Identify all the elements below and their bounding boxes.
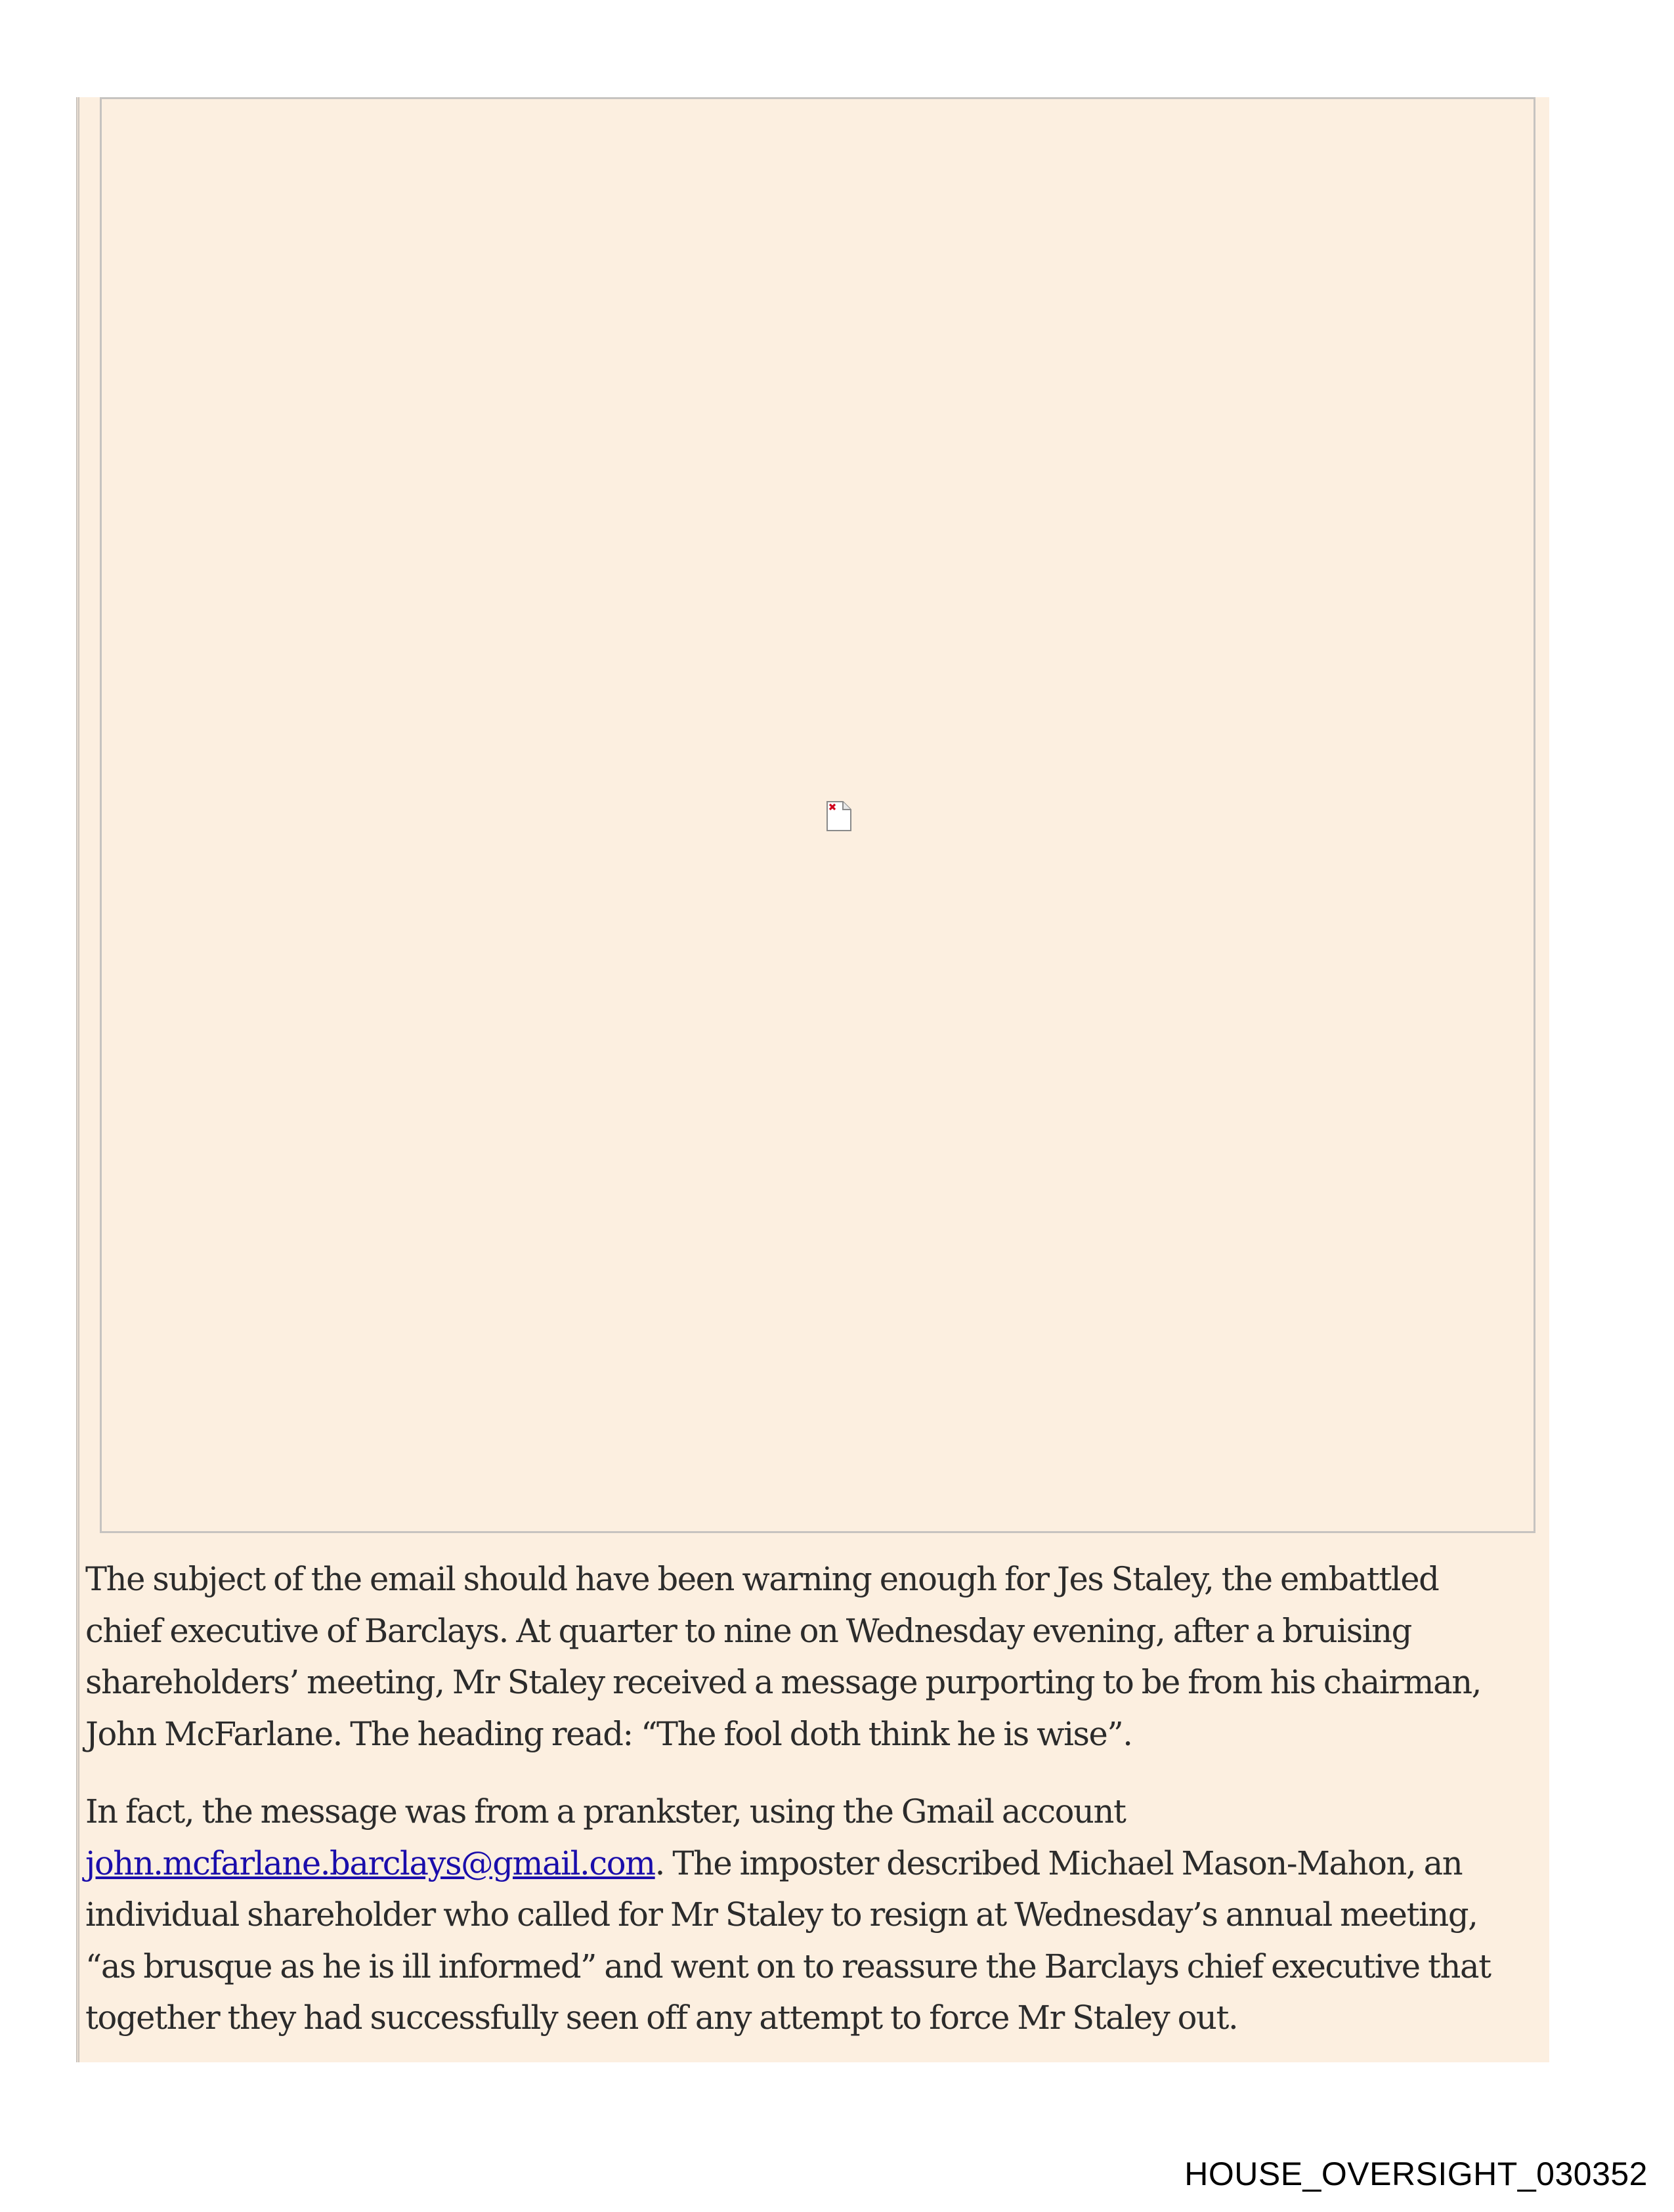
document-id-stamp: HOUSE_OVERSIGHT_030352 [1184,2156,1648,2192]
article-panel [76,97,1549,2062]
article-body [85,1553,1551,2070]
text-line: In fact, the message was from a prankster, using the Gmail account [85,1792,1126,1831]
email-link[interactable]: john.mcfarlane.barclays@gmail. [85,1844,590,1882]
text-line: together they had successfully seen off any attempt to force Mr Staley out. [85,1999,1238,2037]
paragraph-2 [85,1786,1551,2044]
image-placeholder [100,97,1535,1533]
text-line: chief executive of Barclays. At quarter to nine on Wednesday evening, after a bruising [85,1611,1411,1650]
paragraph-1 [85,1553,1551,1760]
broken-image-icon [826,800,852,832]
text-line-with-link [85,1838,1551,1890]
email-link-domain[interactable]: com [589,1844,655,1882]
text-line: “as brusque as he is ill informed” and went on to reassure the Barclays chief executive that [85,1947,1491,1985]
text-line: The subject of the email should have been warning enough for Jes Staley, the embattled [85,1560,1439,1598]
text-line: John McFarlane. The heading read: “The fool doth think he is wise”. [85,1714,1132,1753]
text-line: shareholders’ meeting, Mr Staley received a message purporting to be from his chairman, [85,1663,1482,1701]
text-segment: . The imposter described Michael Mason-Mahon, an [655,1844,1463,1882]
text-line: individual shareholder who called for Mr Staley to resign at Wednesday’s annual meeting, [85,1896,1478,1934]
